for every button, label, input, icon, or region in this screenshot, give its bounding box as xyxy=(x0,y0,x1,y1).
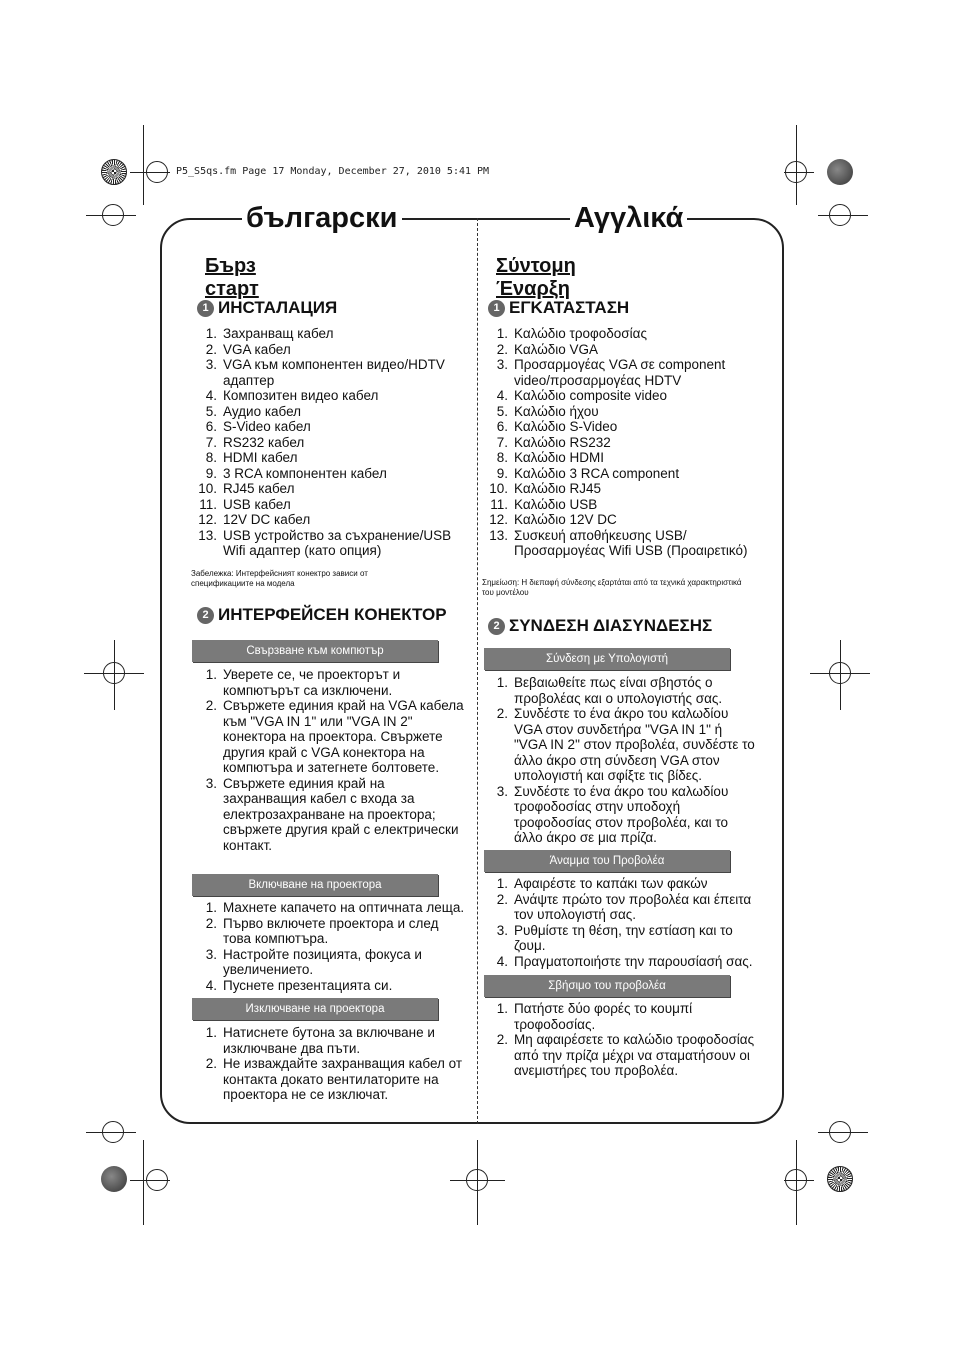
list-item xyxy=(481,892,756,923)
install-list xyxy=(190,326,470,559)
list-item-text: Първо включете проектора и след това компютъра. xyxy=(223,915,439,946)
list-item-text: Συσκευή αποθήκευσης USB/ Προσαρμογέας Wifi USB (Προαιρετικό) xyxy=(514,527,748,558)
list-item-text: USB устройство за съхранение/USB Wifi адаптер (като опция) xyxy=(223,527,452,558)
list-item-text: Композитен видео кабел xyxy=(223,388,379,403)
list-item-number: 8. xyxy=(496,450,508,465)
list-item-number: 9. xyxy=(205,465,217,481)
list-item-text: RS232 кабел xyxy=(223,434,305,450)
list-item xyxy=(481,675,756,706)
list-item-number: 3. xyxy=(205,357,217,372)
list-item xyxy=(190,404,470,420)
step-number-badge: 1 xyxy=(197,300,214,317)
registration-mark-icon xyxy=(103,662,125,684)
registration-mark-icon xyxy=(102,1121,124,1143)
list-item xyxy=(190,342,470,358)
list-item xyxy=(481,388,751,404)
interface-heading xyxy=(197,605,447,625)
connect-pc-list xyxy=(190,667,470,853)
list-item-number: 1. xyxy=(205,900,217,915)
list-item-text: Καλώδιο 12V DC xyxy=(514,512,617,527)
list-item-text: S-Video кабел xyxy=(223,419,311,434)
list-item-text: Συνδέστε το ένα άκρο του καλωδίου VGA στον συνδετήρα "VGA IN 1" ή "VGA IN 2" στον προβολέα, συνδέστε το άλλο άκρο στη σύνδεση VGA στον υπολογιστή και σφίξτε τις βίδες. xyxy=(514,706,755,783)
power-on-bar: Включване на проектора xyxy=(192,874,438,896)
power-off-list xyxy=(481,1001,756,1079)
list-item-text: Уверете се, че проекторът и компютърът са изключени. xyxy=(223,667,401,698)
list-item xyxy=(190,947,470,978)
title-bulgarian: български xyxy=(242,200,402,236)
list-item-number: 2. xyxy=(205,341,217,357)
color-target-icon xyxy=(827,159,853,185)
list-item xyxy=(481,404,751,420)
install-list xyxy=(481,326,751,559)
list-item-number: 6. xyxy=(496,419,508,434)
step-number-badge: 2 xyxy=(488,618,505,635)
list-item-text: Πραγματοποιήστε την παρουσίασή σας. xyxy=(514,953,753,969)
list-item-text: 12V DC кабел xyxy=(223,512,311,527)
registration-mark-icon xyxy=(146,1169,168,1191)
list-item xyxy=(190,1025,470,1056)
registration-mark-icon xyxy=(102,204,124,226)
title-greek: Αγγλικά xyxy=(570,200,687,236)
install-title: ΕΓΚΑΤΑΣΤΑΣΗ xyxy=(509,298,630,317)
list-item-number: 13. xyxy=(489,527,508,543)
connect-pc-list xyxy=(481,675,756,846)
install-heading xyxy=(488,298,629,318)
list-item-text: Ανάψτε πρώτο τον προβολέα και έπειτα τον υπολογιστή σας. xyxy=(514,891,752,922)
list-item-number: 4. xyxy=(205,388,217,403)
quick-start-heading: Σύντομη Έναρξη xyxy=(496,255,576,300)
list-item-text: Захранващ кабел xyxy=(223,326,334,341)
list-item-text: Настройте позицията, фокуса и увеличението. xyxy=(223,946,422,977)
list-item-number: 8. xyxy=(205,450,217,465)
list-item-number: 2. xyxy=(496,706,508,721)
list-item xyxy=(190,357,470,388)
power-on-list xyxy=(190,900,470,993)
list-item-number: 1. xyxy=(205,667,217,682)
list-item-number: 11. xyxy=(490,496,508,512)
list-item-number: 4. xyxy=(496,953,508,969)
install-title: ИНСТАЛАЦИЯ xyxy=(218,298,338,317)
list-item xyxy=(481,419,751,435)
list-item xyxy=(190,528,470,559)
list-item-text: Καλώδιο VGA xyxy=(514,341,599,357)
list-item-text: Καλώδιο S-Video xyxy=(514,419,618,434)
list-item-text: HDMI кабел xyxy=(223,450,298,465)
list-item xyxy=(481,481,751,497)
list-item xyxy=(481,466,751,482)
list-item-text: USB кабел xyxy=(223,496,291,512)
power-on-bar: Άναμμα του Προβολέα xyxy=(484,850,730,872)
list-item xyxy=(190,435,470,451)
list-item-number: 1. xyxy=(496,326,508,341)
registration-mark-icon xyxy=(785,161,807,183)
interface-heading xyxy=(488,616,712,636)
note-text: Забележка: Интерфейсният конектро зависи от спецификациите на модела xyxy=(191,569,368,588)
list-item xyxy=(481,435,751,451)
connect-pc-bar: Σύνδεση με Υπολογιστή xyxy=(484,648,730,670)
list-item-number: 2. xyxy=(205,1056,217,1071)
list-item xyxy=(190,512,470,528)
list-item-number: 10. xyxy=(489,481,508,496)
list-item-text: Натиснете бутона за включване и изключване два пъти. xyxy=(223,1025,435,1056)
list-item xyxy=(481,784,756,846)
list-item xyxy=(481,326,751,342)
list-item-text: Свържете единия край на захранващия кабел с входа за електрозахранване на проектора; свържете другия край с електрически контакт. xyxy=(223,775,459,853)
list-item xyxy=(190,698,470,776)
list-item xyxy=(481,528,751,559)
registration-mark-icon xyxy=(829,662,851,684)
list-item-number: 5. xyxy=(496,403,508,419)
power-on-list xyxy=(481,876,756,969)
file-header: P5_S5qs.fm Page 17 Monday, December 27, 2010 5:41 PM xyxy=(176,166,490,177)
list-item xyxy=(481,497,751,513)
list-item-text: Καλώδιο RS232 xyxy=(514,434,611,450)
list-item-number: 2. xyxy=(205,915,217,931)
list-item-text: Καλώδιο 3 RCA component xyxy=(514,465,680,481)
quick-start-heading: Бърз старт xyxy=(205,255,259,300)
list-item-text: VGA към компонентен видео/HDTV адаптер xyxy=(223,357,445,388)
list-item-text: Μη αφαιρέσετε το καλώδιο τροφοδοσίας από την πρίζα μέχρι να σταματήσουν οι ανεμιστήρες του προβολέα. xyxy=(514,1032,755,1078)
list-item xyxy=(481,512,751,528)
list-item xyxy=(190,667,470,698)
list-item-text: Αφαιρέστε το καπάκι των φακών xyxy=(514,876,708,891)
registration-mark-icon xyxy=(466,1169,488,1191)
list-item-text: Καλώδιο ήχου xyxy=(514,403,599,419)
interface-title: ИНТЕРФЕЙСЕН КОНЕКТОР xyxy=(218,605,447,624)
list-item-text: Καλώδιο τροφοδοσίας xyxy=(514,326,647,341)
list-item-number: 3. xyxy=(496,922,508,938)
list-item-text: 3 RCA компонентен кабел xyxy=(223,465,387,481)
list-item-text: Καλώδιο composite video xyxy=(514,388,668,403)
list-item xyxy=(481,954,756,970)
list-item-number: 7. xyxy=(496,434,508,450)
list-item xyxy=(190,326,470,342)
list-item-number: 5. xyxy=(205,403,217,419)
list-item-number: 1. xyxy=(496,1001,508,1016)
list-item-text: Βεβαιωθείτε πως είναι σβηστός ο προβολέας και ο υπολογιστής σας. xyxy=(514,675,723,706)
list-item xyxy=(481,450,751,466)
list-item xyxy=(190,916,470,947)
list-item-number: 2. xyxy=(496,1032,508,1047)
list-item xyxy=(481,1032,756,1079)
list-item-number: 2. xyxy=(496,341,508,357)
list-item-text: Пуснете презентацията си. xyxy=(223,977,393,993)
list-item xyxy=(481,1001,756,1032)
list-item-number: 9. xyxy=(496,465,508,481)
list-item-text: VGA кабел xyxy=(223,341,291,357)
registration-mark-icon xyxy=(146,161,168,183)
list-item-text: Махнете капачето на оптичната леща. xyxy=(223,900,465,915)
list-item-number: 3. xyxy=(496,783,508,799)
list-item xyxy=(190,419,470,435)
color-target-icon xyxy=(101,159,127,185)
color-target-icon xyxy=(101,1166,127,1192)
power-off-list xyxy=(190,1025,470,1103)
install-heading xyxy=(197,298,337,318)
list-item xyxy=(481,357,751,388)
list-item-text: Καλώδιο RJ45 xyxy=(514,481,602,496)
column-divider xyxy=(477,218,478,1124)
list-item-text: Аудио кабел xyxy=(223,403,302,419)
list-item xyxy=(190,466,470,482)
interface-title: ΣΥΝΔΕΣΗ ΔΙΑΣΥΝΔΕΣΗΣ xyxy=(509,616,713,635)
registration-mark-icon xyxy=(785,1169,807,1191)
list-item-text: Προσαρμογέας VGA σε component video/προσαρμογέας HDTV xyxy=(514,357,726,388)
list-item-number: 1. xyxy=(205,326,217,341)
list-item-number: 7. xyxy=(205,434,217,450)
list-item-number: 1. xyxy=(205,1025,217,1040)
registration-mark-icon xyxy=(829,204,851,226)
list-item xyxy=(190,450,470,466)
list-item-number: 1. xyxy=(496,675,508,690)
list-item-number: 12. xyxy=(198,512,217,527)
list-item xyxy=(481,706,756,784)
power-off-bar: Изключване на проектора xyxy=(192,998,438,1020)
list-item-text: Συνδέστε το ένα άκρο του καλωδίου τροφοδοσίας στην υποδοχή τροφοδοσίας στον προβολέα, και το άλλο άκρο σε μια πρίζα. xyxy=(514,783,729,845)
list-item xyxy=(190,1056,470,1103)
list-item-text: Καλώδιο HDMI xyxy=(514,450,604,465)
list-item-text: Ρυθμίστε τη θέση, την εστίαση και το ζουμ. xyxy=(514,922,733,953)
list-item-text: RJ45 кабел xyxy=(223,481,295,496)
list-item xyxy=(481,876,756,892)
list-item-number: 2. xyxy=(205,698,217,713)
list-item-number: 2. xyxy=(496,891,508,907)
list-item xyxy=(190,776,470,854)
note-text: Σημείωση: Η διεπαφή σύνδεσης εξαρτάται από τα τεχνικά χαρακτηριστικά του μοντέλου xyxy=(482,578,742,597)
step-number-badge: 2 xyxy=(197,607,214,624)
list-item-number: 12. xyxy=(489,512,508,527)
list-item-text: Не изваждайте захранващия кабел от контакта докато вентилаторите на проектора не се изключат. xyxy=(223,1056,463,1102)
list-item xyxy=(190,388,470,404)
power-off-bar: Σβήσιμο του προβολέα xyxy=(484,975,730,997)
list-item-number: 1. xyxy=(496,876,508,891)
list-item xyxy=(190,978,470,994)
list-item-text: Свържете единия край на VGA кабела към "VGA IN 1" или "VGA IN 2" конектора на проектора. Свържете другия край с VGA конектора на компютъра и затегнете болтовете. xyxy=(223,698,464,775)
list-item-number: 10. xyxy=(198,481,217,496)
registration-mark-icon xyxy=(829,1121,851,1143)
list-item-number: 13. xyxy=(198,527,217,543)
list-item-number: 11. xyxy=(199,496,217,512)
list-item xyxy=(190,481,470,497)
connect-pc-bar: Свързване към компютър xyxy=(192,640,438,662)
list-item-number: 3. xyxy=(205,775,217,791)
step-number-badge: 1 xyxy=(488,300,505,317)
list-item-text: Πατήστε δύο φορές το κουμπί τροφοδοσίας. xyxy=(514,1001,693,1032)
list-item-number: 4. xyxy=(205,977,217,993)
list-item-number: 3. xyxy=(496,357,508,372)
list-item-number: 6. xyxy=(205,419,217,434)
list-item xyxy=(190,900,470,916)
list-item-number: 3. xyxy=(205,946,217,962)
list-item xyxy=(481,342,751,358)
list-item xyxy=(481,923,756,954)
list-item-number: 4. xyxy=(496,388,508,403)
color-target-icon xyxy=(827,1166,853,1192)
list-item-text: Καλώδιο USB xyxy=(514,496,598,512)
list-item xyxy=(190,497,470,513)
